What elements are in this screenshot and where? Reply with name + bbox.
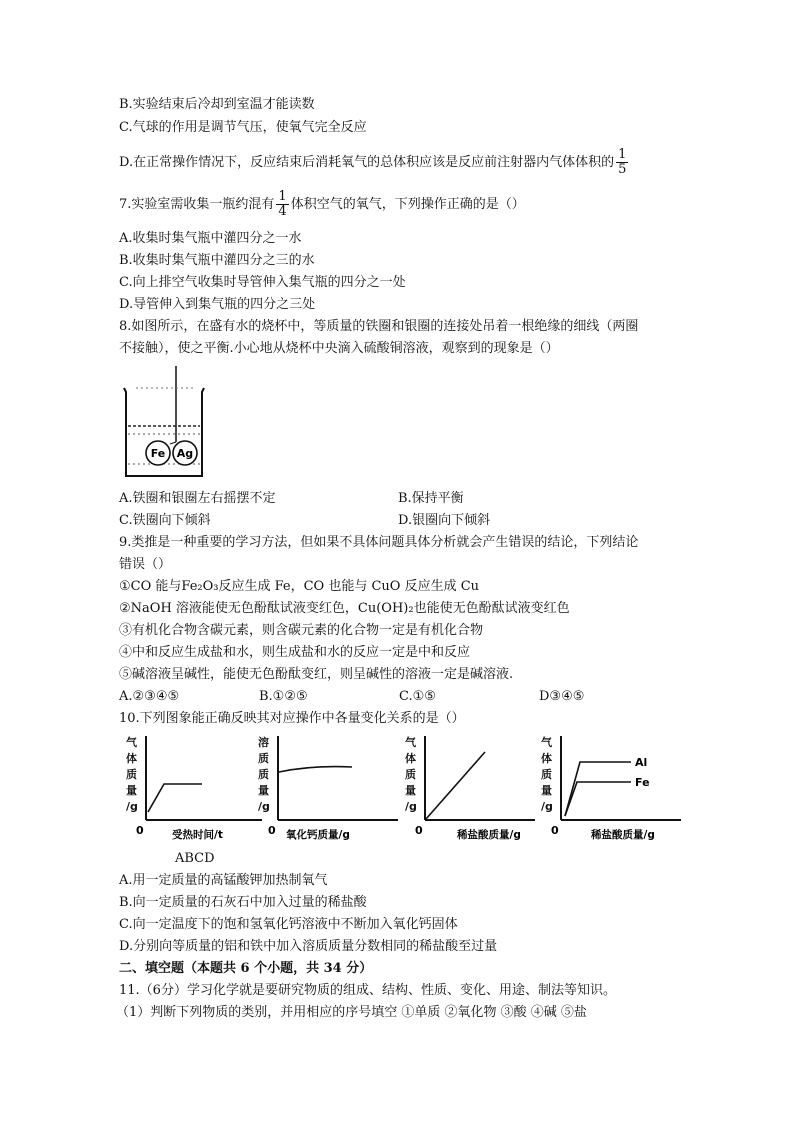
q10-stem: 10.下列图象能正确反映其对应操作中各量变化关系的是（）	[119, 711, 465, 726]
ag-ring-label: Ag	[176, 447, 194, 460]
graph-d	[535, 732, 685, 842]
q10-option-a: A.用一定质量的高锰酸钾加热制氧气	[119, 873, 328, 888]
graph-c-xlabel: 稀盐酸质量/g	[457, 829, 521, 841]
q7-stem	[119, 190, 525, 219]
graph-a-origin: 0	[136, 824, 144, 837]
graph-b	[252, 732, 402, 842]
q9-option-b: B.①②⑤	[259, 689, 308, 704]
q9-option-a: A.②③④⑤	[119, 689, 180, 704]
q9-stem-line1: 9.类推是一种重要的学习方法，但如果不具体问题具体分析就会产生错误的结论，下列结论	[119, 535, 639, 550]
graph-b-ylabel-2: 质	[258, 752, 269, 765]
section-2-title: 二、填空题（本题共 6 个小题，共 34 分）	[119, 961, 373, 976]
graph-b-origin: 0	[268, 824, 276, 837]
q7-option-b: B.收集时集气瓶中灌四分之三的水	[119, 253, 315, 268]
q8-stem-line2: 不接触），使之平衡.小心地从烧杯中央滴入硫酸铜溶液，观察到的现象是（）	[119, 341, 559, 356]
q9-statement-1: ①CO 能与Fe₂O₃反应生成 Fe，CO 也能与 CuO 反应生成 Cu	[119, 579, 480, 594]
graph-d-ylabel-1: 气	[541, 736, 552, 749]
fe-ring-label: Fe	[150, 447, 166, 460]
graph-c-ylabel-5: /g	[405, 800, 417, 813]
graph-a-ylabel-1: 气	[126, 736, 137, 749]
q11-subquestion-1: （1）判断下列物质的类别，并用相应的序号填空 ①单质 ②氧化物 ③酸 ④碱 ⑤盐	[116, 1005, 587, 1020]
q10-figure-caption: ABCD	[175, 851, 215, 866]
q8-option-b: B.保持平衡	[398, 491, 464, 506]
beaker-figure	[118, 364, 208, 482]
fraction-one-quarter: $\frac{1}{4}$	[278, 189, 287, 219]
q10-option-d: D.分别向等质量的铝和铁中加入溶质质量分数相同的稀盐酸至过量	[119, 939, 498, 954]
q8-stem-line1: 8.如图所示，在盛有水的烧杯中，等质量的铁圈和银圈的连接处吊着一根绝缘的细线（两圈	[119, 319, 639, 334]
fraction-one-fifth: $\frac{1}{5}$	[618, 147, 627, 177]
q9-statement-3: ③有机化合物含碳元素，则含碳元素的化合物一定是有机化合物	[119, 623, 484, 638]
graph-a-ylabel-4: 量	[126, 784, 137, 797]
q6-option-c: C.气球的作用是调节气压，使氧气完全反应	[119, 120, 367, 135]
graph-d-fe-label: Fe	[635, 776, 650, 789]
graph-c-origin: 0	[415, 824, 423, 837]
graph-b-ylabel-4: 量	[258, 784, 269, 797]
q7-stem-post: 体积空气的氧气，下列操作正确的是（）	[290, 197, 525, 212]
graph-c	[399, 732, 539, 842]
q6-option-d	[119, 148, 630, 177]
q9-statement-5: ⑤碱溶液呈碱性，能使无色酚酞变红，则呈碱性的溶液一定是碱溶液.	[119, 667, 514, 682]
graph-a-ylabel-3: 质	[126, 768, 137, 781]
q9-stem-line2: 错误（）	[119, 557, 172, 572]
graph-d-ylabel-5: /g	[541, 800, 553, 813]
graph-d-al-label: Al	[635, 756, 648, 769]
q9-statement-2: ②NaOH 溶液能使无色酚酞试液变红色，Cu(OH)₂也能使无色酚酞试液变红色	[119, 601, 570, 616]
q10-option-c: C.向一定温度下的饱和氢氧化钙溶液中不断加入氧化钙固体	[119, 917, 458, 932]
graph-a-ylabel-2: 体	[126, 752, 137, 765]
q9-option-d: D③④⑤	[539, 689, 585, 704]
q7-option-c: C.向上排空气收集时导管伸入集气瓶的四分之一处	[119, 275, 406, 290]
q7-option-d: D.导管伸入到集气瓶的四分之三处	[119, 297, 316, 312]
q8-option-a: A.铁圈和银圈左右摇摆不定	[119, 491, 276, 506]
graph-a-xlabel: 受热时间/t	[172, 829, 223, 841]
graph-c-ylabel-3: 质	[405, 768, 416, 781]
q6-option-b: B.实验结束后冷却到室温才能读数	[119, 97, 315, 112]
graph-d-ylabel-3: 质	[541, 768, 552, 781]
graph-b-xlabel: 氧化钙质量/g	[286, 829, 350, 841]
graph-a-ylabel-5: /g	[126, 800, 138, 813]
graph-c-ylabel-1: 气	[405, 736, 416, 749]
q11-stem: 11.（6分）学习化学就是要研究物质的组成、结构、性质、变化、用途、制法等知识。	[119, 983, 616, 998]
q6-option-d-text: D.在正常操作情况下，反应结束后消耗氧气的总体积应该是反应前注射器内气体体积的	[119, 155, 615, 170]
graph-d-origin: 0	[551, 824, 559, 837]
graph-d-ylabel-2: 体	[541, 752, 552, 765]
graph-b-ylabel-1: 溶	[258, 736, 269, 749]
q9-option-c: C.①⑤	[399, 689, 436, 704]
q7-option-a: A.收集时集气瓶中灌四分之一水	[119, 231, 302, 246]
q9-statement-4: ④中和反应生成盐和水，则生成盐和水的反应一定是中和反应	[119, 645, 471, 660]
graph-c-ylabel-2: 体	[405, 752, 416, 765]
graph-b-ylabel-3: 质	[258, 768, 269, 781]
q7-stem-pre: 7.实验室需收集一瓶约混有	[119, 197, 275, 212]
q8-option-c: C.铁圈向下倾斜	[119, 513, 211, 528]
q8-option-d: D.银圈向下倾斜	[398, 513, 491, 528]
q10-option-b: B.向一定质量的石灰石中加入过量的稀盐酸	[119, 895, 367, 910]
graph-a	[120, 732, 265, 842]
graph-d-ylabel-4: 量	[541, 784, 552, 797]
graph-d-xlabel: 稀盐酸质量/g	[591, 829, 655, 841]
graph-c-ylabel-4: 量	[405, 784, 416, 797]
graph-b-ylabel-5: /g	[258, 800, 270, 813]
